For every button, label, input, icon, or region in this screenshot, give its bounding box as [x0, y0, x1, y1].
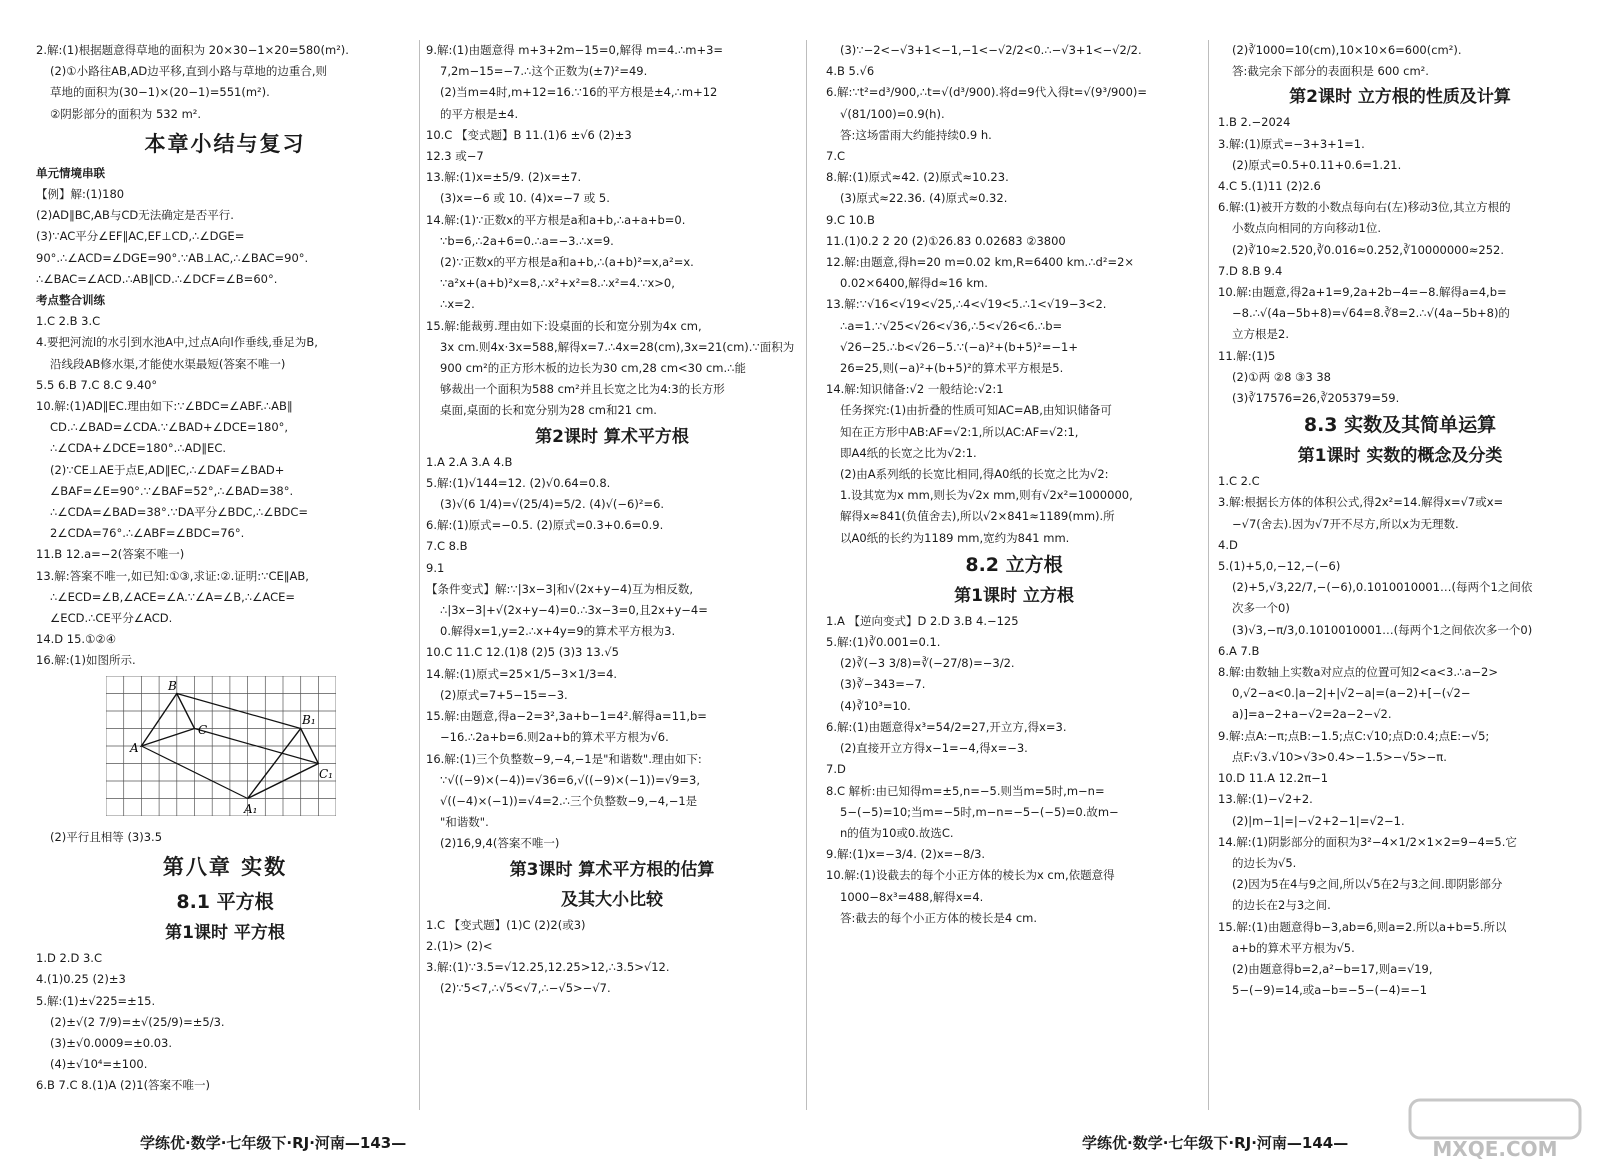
text-line: (2)因为5在4与9之间,所以√5在2与3之间.即阴影部分 — [1232, 877, 1503, 892]
text-line: 的边长在2与3之间. — [1232, 898, 1331, 913]
text-line: (2)∵正数x的平方根是a和a+b,∴(a+b)²=x,a²=x. — [440, 255, 694, 270]
text-line: 1.A 2.A 3.A 4.B — [426, 454, 513, 469]
watermark-text: MXQE.COM — [1432, 1137, 1558, 1161]
text-line: ∴∠BAC=∠ACD.∴AB∥CD.∴∠DCF=∠B=60°. — [36, 271, 278, 286]
text-line: 10.C 11.C 12.(1)8 (2)5 (3)3 13.√5 — [426, 645, 619, 660]
section-title: 8.1 平方根 — [176, 891, 274, 914]
text-line: 26=25,则(−a)²+(b+5)²的算术平方根是5. — [840, 361, 1064, 376]
column-divider — [806, 40, 807, 1110]
grid-figure — [106, 676, 336, 816]
text-line: 900 cm²的正方形木板的边长为30 cm,28 cm<30 cm.∴能 — [440, 361, 746, 376]
text-line: 9.C 10.B — [826, 212, 875, 227]
section-title: 本章小结与复习 — [144, 131, 306, 156]
text-line: 的边长为√5. — [1232, 855, 1297, 870]
lesson-title: 及其大小比较 — [561, 889, 663, 910]
text-line: 3.解:(1)∵3.5=√12.25,12.25>12,∴3.5>√12. — [426, 959, 670, 974]
text-line: (3)原式≈22.36. (4)原式≈0.32. — [840, 191, 1008, 206]
text-line: 桌面,桌面的长和宽分别为28 cm和21 cm. — [440, 403, 657, 418]
text-line: 7,2m−15=−7.∴这个正数为(±7)²=49. — [440, 64, 648, 79]
text-line: ∵b=6,∴2a+6=0.∴a=−3.∴x=9. — [440, 233, 614, 248]
text-line: 即A4纸的长宽之比为√2:1. — [840, 445, 977, 460]
text-line: (3)√3,−π/3,0.1010010001…(每两个1之间依次多一个0) — [1232, 622, 1533, 637]
text-line: 9.解:点A:−π;点B:−1.5;点C:√10;点D:0.4;点E:−√5; — [1218, 728, 1490, 743]
text-line: 【例】解:(1)180 — [36, 187, 125, 202]
text-line: 4.要把河流l的水引到水池A中,过点A向l作垂线,垂足为B, — [36, 335, 318, 350]
text-line: 10.解:(1)设截去的每个小正方体的棱长为x cm,依题意得 — [826, 868, 1115, 883]
triangle-abc — [141, 693, 194, 746]
text-line: 答:这场雷雨大约能持续0.9 h. — [840, 127, 992, 142]
text-line: 以A0纸的长约为1189 mm,宽约为841 mm. — [840, 530, 1070, 545]
text-line: 3x cm.则4x·3x=588,解得x=7.∴4x=28(cm),3x=21(cm).∵面积为 — [440, 339, 795, 354]
text-line: 8.C 解析:由已知得m=±5,n=−5.则当m=5时,m−n= — [826, 783, 1105, 798]
section-title: 8.2 立方根 — [965, 553, 1063, 576]
text-line: 0,√2−a<0.|a−2|+|√2−a|=(a−2)+[−(√2− — [1232, 686, 1471, 701]
subheading: 单元情境串联 — [36, 165, 105, 180]
text-line: 5.解:(1)±√225=±15. — [36, 993, 156, 1008]
text-line: (3)√(6 1/4)=√(25/4)=5/2. (4)√(−6)²=6. — [440, 497, 665, 512]
text-line: 1.D 2.D 3.C — [36, 951, 102, 966]
text-line: (2)原式=7+5−15=−3. — [440, 687, 568, 702]
text-line: (3)∛−343=−7. — [840, 677, 926, 692]
text-line: 10.解:由题意,得2a+1=9,2a+2b−4=−8.解得a=4,b= — [1218, 285, 1507, 300]
text-line: (2)∛10≈2.520,∛0.016≈0.252,∛10000000≈252. — [1232, 242, 1505, 257]
text-line: 90°.∴∠ACD=∠DGE=90°.∵AB⊥AC,∴∠BAC=90°. — [36, 250, 309, 265]
text-line: 次多一个0) — [1232, 601, 1290, 616]
text-line: 11.B 12.a=−2(答案不唯一) — [36, 547, 185, 562]
text-line: ∴∠CDA=∠BAD=38°.∵DA平分∠BDC,∴∠BDC= — [50, 505, 309, 520]
text-line: ∴a=1.∵√25<√26<√36,∴5<√26<6.∴b= — [840, 318, 1063, 333]
text-line: (3)x=−6 或 10. (4)x=−7 或 5. — [440, 191, 610, 206]
text-line: 2∠CDA=76°.∴∠ABF=∠BDC=76°. — [50, 526, 245, 541]
text-line: (2)|m−1|=|−√2+2−1|=√2−1. — [1232, 813, 1405, 828]
point-label: B — [168, 678, 177, 693]
text-line: 12.解:由题意,得h=20 m=0.02 km,R=6400 km.∴d²=2× — [826, 255, 1135, 270]
text-line: 10.解:(1)AD∥EC.理由如下:∵∠BDC=∠ABF.∴AB∥ — [36, 399, 293, 414]
text-line: (2)由A系列纸的长宽比相同,得A0纸的长宽之比为√2: — [840, 467, 1109, 482]
text-line: (4)±√10⁴=±100. — [50, 1057, 148, 1072]
text-line: 8.解:(1)原式≈42. (2)原式≈10.23. — [826, 170, 1009, 185]
text-line: ∠BAF=∠E=90°.∵∠BAF=52°,∴∠BAD=38°. — [50, 483, 294, 498]
text-line: 15.解:(1)由题意得b−3,ab=6,则a=2.所以a+b=5.所以 — [1218, 919, 1507, 934]
text-line: ②阴影部分的面积为 532 m². — [50, 106, 202, 121]
text-line: 7.C — [826, 149, 846, 164]
text-line: 10.D 11.A 12.2π−1 — [1218, 771, 1329, 786]
text-line: 【条件变式】解:∵|3x−3|和√(2x+y−4)互为相反数, — [426, 581, 693, 596]
text-line: 4.D — [1218, 537, 1238, 552]
text-line: 5−(−9)=14,或a−b=−5−(−4)=−1 — [1232, 983, 1428, 998]
text-line: (3)∵−2<−√3+1<−1,−1<−√2/2<0.∴−√3+1<−√2/2. — [840, 43, 1142, 57]
text-line: 13.解:∵√16<√19<√25,∴4<√19<5.∴1<√19−3<2. — [826, 297, 1107, 312]
text-line: (3)±√0.0009=±0.03. — [50, 1035, 173, 1050]
text-line: 15.解:能裁剪.理由如下:设桌面的长和宽分别为4x cm, — [426, 318, 702, 333]
text-line: 6.A 7.B — [1218, 643, 1260, 658]
text-line: 14.解:(1)原式=25×1/5−3×1/3=4. — [426, 666, 618, 681]
text-line: ∴∠CDA+∠DCE=180°.∴AD∥EC. — [50, 441, 227, 456]
text-line: 6.解:(1)原式=−0.5. (2)原式=0.3+0.6=0.9. — [426, 518, 664, 533]
text-line: 6.解:(1)由题意得x³=54/2=27,开立方,得x=3. — [826, 719, 1067, 734]
text-line: 2.(1)> (2)< — [426, 938, 493, 953]
text-line: 4.C 5.(1)11 (2)2.6 — [1218, 179, 1321, 194]
text-line: (2)直接开立方得x−1=−4,得x=−3. — [840, 741, 1028, 756]
text-line: 1000−8x³=488,解得x=4. — [840, 889, 984, 904]
lesson-title: 第2课时 立方根的性质及计算 — [1289, 87, 1511, 108]
text-line: 点F:√3.√10>√3>0.4>−1.5>−√5>−π. — [1232, 749, 1447, 764]
text-line: 11.解:(1)5 — [1218, 348, 1276, 363]
text-line: (2)∵5<7,∴√5<√7,∴−√5>−√7. — [440, 981, 611, 996]
text-line: −16.∴2a+b=6.则2a+b的算术平方根为√6. — [440, 730, 669, 745]
text-line: 5.解:(1)∛0.001=0.1. — [826, 635, 941, 650]
subheading: 考点整合训练 — [36, 293, 105, 308]
text-line: 2.解:(1)根据题意得草地的面积为 20×30−1×20=580(m²). — [36, 43, 349, 57]
text-line: 0.解得x=1,y=2.∴x+4y=9的算术平方根为3. — [440, 624, 676, 639]
text-line: 1.C 【变式题】(1)C (2)2(或3) — [426, 917, 586, 932]
text-line: 答:截去的每个小正方体的棱长是4 cm. — [840, 910, 1038, 925]
column-4 — [1218, 40, 1582, 1120]
text-line: 13.解:答案不唯一,如已知:①③,求证:②.证明:∵CE∥AB, — [36, 568, 309, 583]
lesson-title: 第1课时 立方根 — [954, 585, 1074, 606]
column-1 — [36, 40, 414, 1120]
text-line: √26−25.∴b<√26−5.∵(−a)²+(b+5)²=−1+ — [840, 339, 1078, 354]
text-line: 3.解:(1)原式=−3+3+1=1. — [1218, 136, 1365, 151]
text-line: √(81/100)=0.9(h). — [840, 106, 945, 121]
text-line: 解得x≈841(负值舍去),所以√2×841≈1189(mm).所 — [840, 509, 1115, 524]
text-line: −√7(舍去).因为√7开不尽方,所以x为无理数. — [1232, 516, 1459, 531]
text-line: 14.解:知识储备:√2 一般结论:√2:1 — [826, 382, 1004, 397]
text-line: (2)+5,√3,22/7,−(−6),0.1010010001…(每两个1之间依 — [1232, 580, 1533, 595]
text-line: 5−(−5)=10;当m=−5时,m−n=−5−(−5)=0.故m− — [840, 804, 1119, 819]
text-line: (2)①两 ②8 ③3 38 — [1232, 369, 1331, 384]
column-divider — [1208, 40, 1209, 1110]
text-line: 4.B 5.√6 — [826, 64, 875, 79]
text-line: 13.解:(1)x=±5/9. (2)x=±7. — [426, 170, 582, 185]
point-label: A₁ — [244, 801, 258, 816]
text-line: ∵√((−9)×(−4))=√36=6,√((−9)×(−1))=√9=3, — [440, 772, 700, 787]
text-line: 6.解:(1)被开方数的小数点每向右(左)移动3位,其立方根的 — [1218, 200, 1511, 215]
watermark-logo — [1400, 1092, 1590, 1162]
text-line: 立方根是2. — [1232, 327, 1289, 342]
text-line: 1.设其宽为x mm,则长为√2x mm,则有√2x²=1000000, — [840, 488, 1133, 503]
text-line: ∵a²x+(a+b)²x=8,∴x²+x²=8.∴x²=4.∵x>0, — [440, 276, 675, 291]
text-line: 5.解:(1)√144=12. (2)√0.64=0.8. — [426, 475, 611, 490]
text-line: "和谐数". — [440, 815, 489, 830]
text-line: (3)∵AC平分∠EF∥AC,EF⊥CD,∴∠DGE= — [36, 229, 245, 244]
text-line: 10.C 【变式题】B 11.(1)6 ±√6 (2)±3 — [426, 127, 632, 142]
text-line: 5.(1)+5,0,−12,−(−6) — [1218, 559, 1341, 574]
text-line: 的平方根是±4. — [440, 106, 519, 121]
text-line: 14.解:(1)阴影部分的面积为3²−4×1/2×1×2=9−4=5.它 — [1218, 834, 1517, 849]
text-line: (4)∛10³=10. — [840, 698, 911, 713]
text-line: 草地的面积为(30−1)×(20−1)=551(m²). — [50, 85, 270, 100]
lesson-title: 第1课时 平方根 — [165, 923, 285, 944]
text-line: 知在正方形中AB:AF=√2:1,所以AC:AF=√2:1, — [840, 424, 1079, 439]
text-line: 7.C 8.B — [426, 539, 468, 554]
text-line: ∴∠ECD=∠B,∠ACE=∠A.∵∠A=∠B,∴∠ACE= — [50, 589, 296, 604]
text-line: a)]=a−2+a−√2=2a−2−√2. — [1232, 707, 1392, 722]
text-line: 够裁出一个面积为588 cm²并且长宽之比为4:3的长方形 — [440, 382, 725, 397]
text-line: 16.解:(1)如图所示. — [36, 653, 136, 668]
column-3 — [826, 40, 1202, 1120]
text-line: 答:截完余下部分的表面积是 600 cm². — [1232, 64, 1429, 79]
text-line: (2)∛(−3 3/8)=∛(−27/8)=−3/2. — [840, 656, 1015, 671]
text-line: (2)当m=4时,m+12=16.∵16的平方根是±4,∴m+12 — [440, 85, 718, 100]
chapter-title: 第八章 实数 — [162, 855, 288, 880]
text-line: 1.B 2.−2024 — [1218, 115, 1291, 130]
text-line: 14.解:(1)∵正数x的平方根是a和a+b,∴a+a+b=0. — [426, 212, 686, 227]
text-line: (2)±√(2 7/9)=±√(25/9)=±5/3. — [50, 1014, 225, 1029]
lesson-title: 第1课时 实数的概念及分类 — [1297, 446, 1503, 467]
text-line: 7.D — [826, 762, 846, 777]
text-line: 12.3 或−7 — [426, 149, 484, 164]
text-line: (2)AD∥BC,AB与CD无法确定是否平行. — [36, 208, 234, 223]
point-label: C — [198, 722, 208, 737]
text-line: 9.解:(1)由题意得 m+3+2m−15=0,解得 m=4.∴m+3= — [426, 43, 724, 57]
text-line: a+b的算术平方根为√5. — [1232, 940, 1355, 955]
text-line: ∴x=2. — [440, 297, 475, 312]
point-label: A — [130, 740, 139, 755]
text-line: 3.解:根据长方体的体积公式,得2x²=14.解得x=√7或x= — [1218, 495, 1504, 510]
text-line: (2)16,9,4(答案不唯一) — [440, 836, 560, 851]
lesson-title: 第2课时 算术平方根 — [535, 426, 689, 447]
text-line: (2)①小路往AB,AD边平移,直到小路与草地的边重合,则 — [50, 64, 328, 79]
text-line: 6.B 7.C 8.(1)A (2)1(答案不唯一) — [36, 1078, 211, 1093]
text-line: 0.02×6400,解得d≈16 km. — [840, 276, 988, 291]
text-line: 6.解:∵t²=d³/900,∴t=√(d³/900).将d=9代入得t=√(9³/900)= — [826, 85, 1148, 100]
text-line: n的值为10或0.故选C. — [840, 825, 954, 840]
text-line: −8.∴√(4a−5b+8)=√64=8.∛8=2.∴√(4a−5b+8)的 — [1232, 306, 1510, 321]
text-line: (2)原式=0.5+0.11+0.6=1.21. — [1232, 157, 1402, 172]
text-line: 11.(1)0.2 2 20 (2)①26.83 0.02683 ②3800 — [826, 233, 1066, 248]
point-label: B₁ — [302, 712, 316, 727]
text-line: 16.解:(1)三个负整数−9,−4,−1是"和谐数".理由如下: — [426, 751, 702, 766]
page-footer-right: 学练优·数学·七年级下·RJ·河南—144— — [1082, 1134, 1349, 1152]
text-line: 14.D 15.①②④ — [36, 632, 117, 647]
text-line: 5.5 6.B 7.C 8.C 9.40° — [36, 377, 158, 392]
text-line: 小数点向相同的方向移动1位. — [1232, 221, 1381, 236]
text-line: 7.D 8.B 9.4 — [1218, 263, 1283, 278]
text-line: (2)平行且相等 (3)3.5 — [50, 829, 163, 844]
text-line: √((−4)×(−1))=√4=2.∴三个负整数−9,−4,−1是 — [440, 793, 698, 808]
text-line: ∴|3x−3|+√(2x+y−4)=0.∴3x−3=0,且2x+y−4= — [440, 603, 708, 618]
text-line: 9.1 — [426, 560, 445, 575]
text-line: (2)由题意得b=2,a²−b=17,则a=√19, — [1232, 961, 1433, 976]
text-line: 13.解:(1)−√2+2. — [1218, 792, 1313, 807]
text-line: 9.解:(1)x=−3/4. (2)x=−8/3. — [826, 847, 986, 862]
text-line: (2)∵CE⊥AE于点E,AD∥EC,∴∠DAF=∠BAD+ — [50, 462, 285, 477]
text-line: ∠ECD.∴CE平分∠ACD. — [50, 611, 173, 626]
text-line: CD.∴∠BAD=∠CDA.∵∠BAD+∠DCE=180°, — [50, 420, 289, 435]
point-label: C₁ — [319, 766, 333, 781]
grid-lines — [106, 676, 336, 816]
column-2 — [426, 40, 798, 1120]
text-line: 沿线段AB修水渠,才能使水渠最短(答案不唯一) — [50, 356, 286, 371]
text-line: 1.C 2.C — [1218, 474, 1260, 489]
text-line: (2)∛1000=10(cm),10×10×6=600(cm²). — [1232, 43, 1462, 57]
text-line: 8.解:由数轴上实数a对应点的位置可知2<a<3.∴a−2> — [1218, 665, 1498, 680]
text-line: (3)∛17576=26,∛205379=59. — [1232, 391, 1400, 406]
text-line: 任务探究:(1)由折叠的性质可知AC=AB,由知识储备可 — [840, 403, 1112, 418]
text-line: 4.(1)0.25 (2)±3 — [36, 972, 126, 987]
text-line: 1.C 2.B 3.C — [36, 314, 101, 329]
text-line: 1.A 【逆向变式】D 2.D 3.B 4.−125 — [826, 613, 1019, 628]
column-divider — [419, 40, 420, 1110]
text-line: 15.解:由题意,得a−2=3²,3a+b−1=4².解得a=11,b= — [426, 709, 707, 724]
section-title: 8.3 实数及其简单运算 — [1303, 414, 1497, 437]
lesson-title: 第3课时 算术平方根的估算 — [509, 859, 715, 880]
page-footer-left: 学练优·数学·七年级下·RJ·河南—143— — [140, 1134, 407, 1152]
